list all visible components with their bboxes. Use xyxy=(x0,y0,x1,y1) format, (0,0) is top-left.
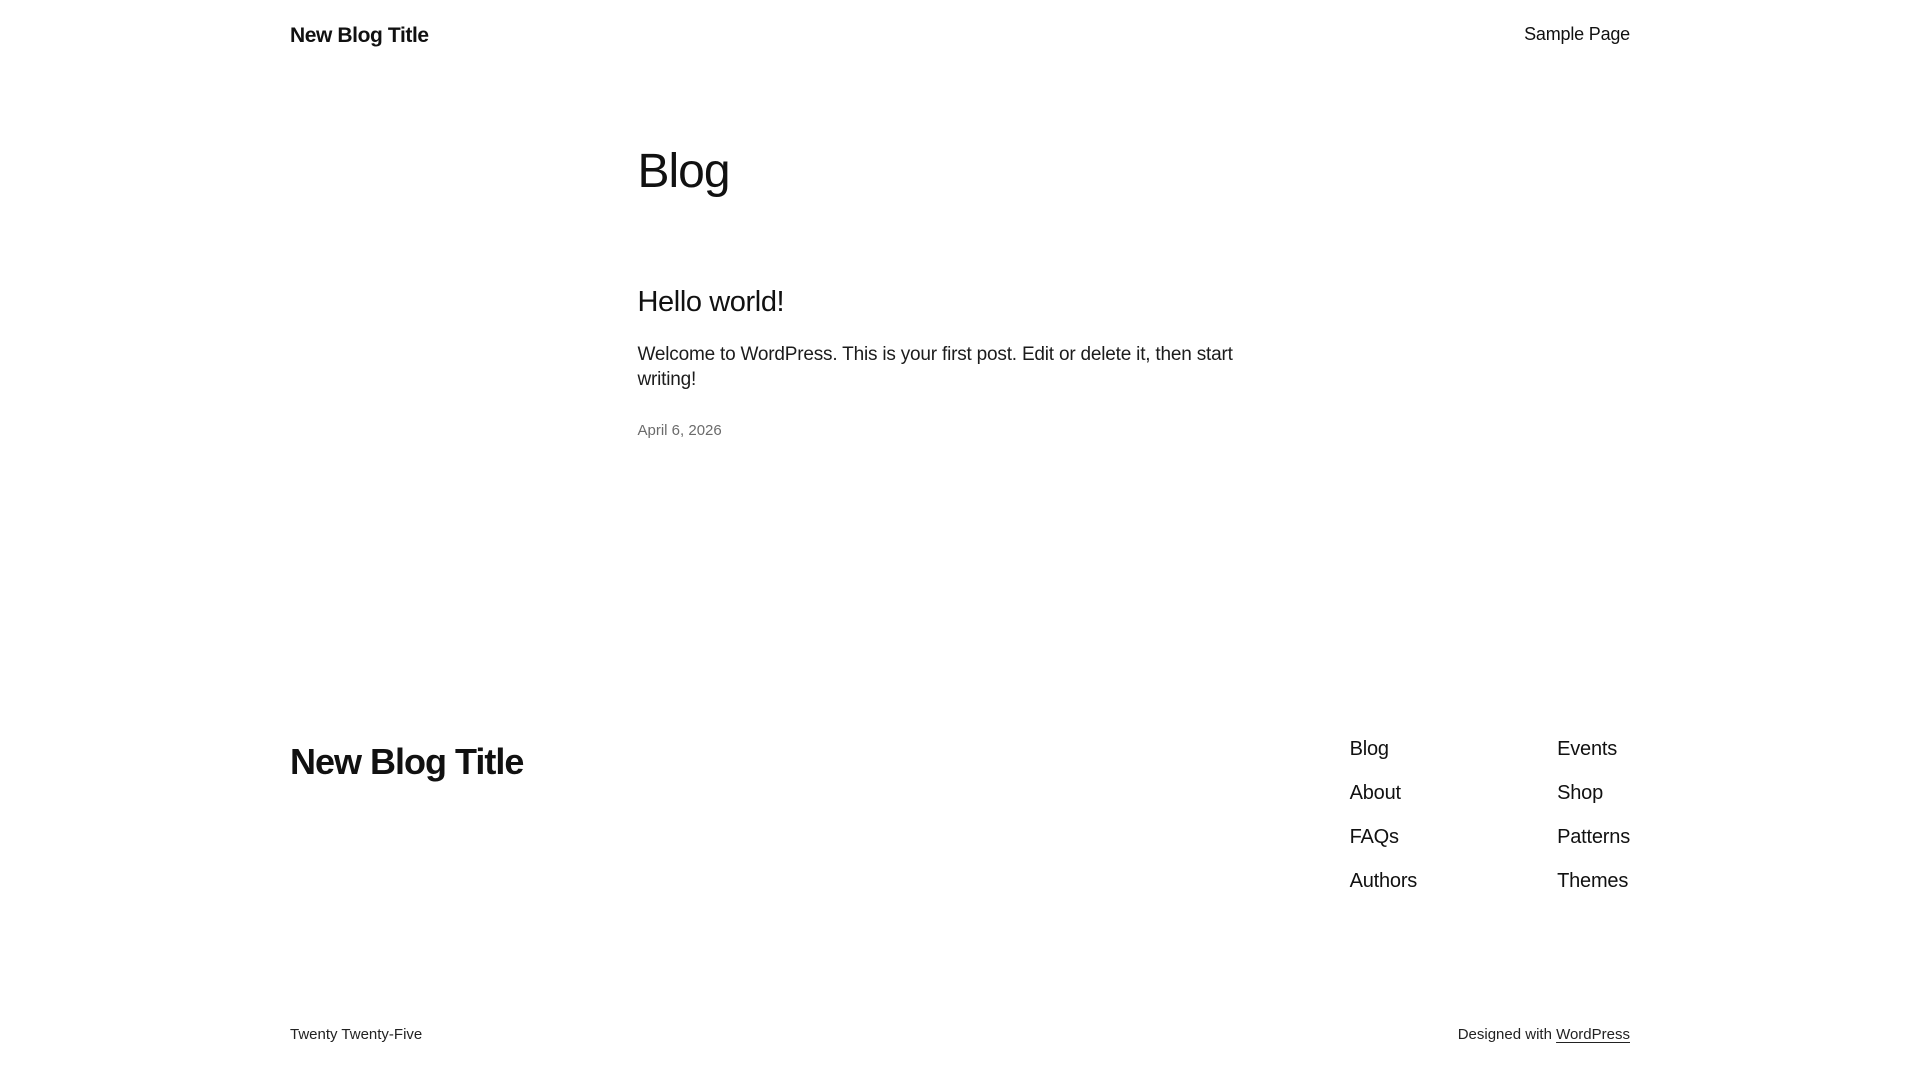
footer-top-row xyxy=(290,739,1630,891)
footer-nav-item xyxy=(1350,827,1418,847)
theme-name: Twenty Twenty-Five xyxy=(290,1025,423,1043)
footer-link-shop[interactable]: Shop xyxy=(1557,781,1604,804)
nav-item-sample-page[interactable]: Sample Page xyxy=(1524,24,1630,44)
designed-with-text: Designed with xyxy=(1457,1025,1552,1043)
site-footer xyxy=(0,739,1920,1080)
footer-link-patterns[interactable]: Patterns xyxy=(1557,825,1630,848)
footer-nav-item xyxy=(1350,783,1418,803)
footer-link-about[interactable]: About xyxy=(1349,781,1401,804)
designed-with xyxy=(1458,1025,1630,1045)
post-date: April 6, 2026 xyxy=(637,421,722,439)
footer-nav-item xyxy=(1350,871,1418,891)
footer-nav-item xyxy=(1350,739,1418,759)
footer-link-blog[interactable]: Blog xyxy=(1349,737,1389,760)
content-column xyxy=(638,143,1283,440)
post-title-link[interactable]: Hello world! xyxy=(637,285,785,318)
footer-site-title-link[interactable]: New Blog Title xyxy=(290,740,524,782)
page-title: Blog xyxy=(637,145,730,199)
footer-nav xyxy=(1350,739,1630,891)
footer-nav-column-1 xyxy=(1350,739,1418,891)
post-excerpt: Welcome to WordPress. This is your first post. Edit or delete it, then start writing! xyxy=(637,343,1233,391)
footer-nav-item xyxy=(1557,783,1630,803)
footer-nav-item xyxy=(1557,827,1630,847)
wordpress-link[interactable]: WordPress xyxy=(1556,1025,1630,1043)
main-content xyxy=(0,49,1920,738)
footer-nav-item xyxy=(1557,871,1630,891)
header-nav xyxy=(1524,22,1630,47)
post-item xyxy=(638,284,1283,440)
footer-link-faqs[interactable]: FAQs xyxy=(1349,825,1399,848)
footer-link-themes[interactable]: Themes xyxy=(1557,869,1629,892)
footer-link-events[interactable]: Events xyxy=(1557,737,1618,760)
post-title xyxy=(638,284,1283,322)
header-site-title-link[interactable]: New Blog Title xyxy=(290,24,429,47)
footer-bottom-row xyxy=(290,1025,1630,1045)
footer-link-authors[interactable]: Authors xyxy=(1349,869,1418,892)
site-header xyxy=(0,0,1920,49)
footer-nav-item xyxy=(1557,739,1630,759)
footer-nav-column-2 xyxy=(1557,739,1630,891)
